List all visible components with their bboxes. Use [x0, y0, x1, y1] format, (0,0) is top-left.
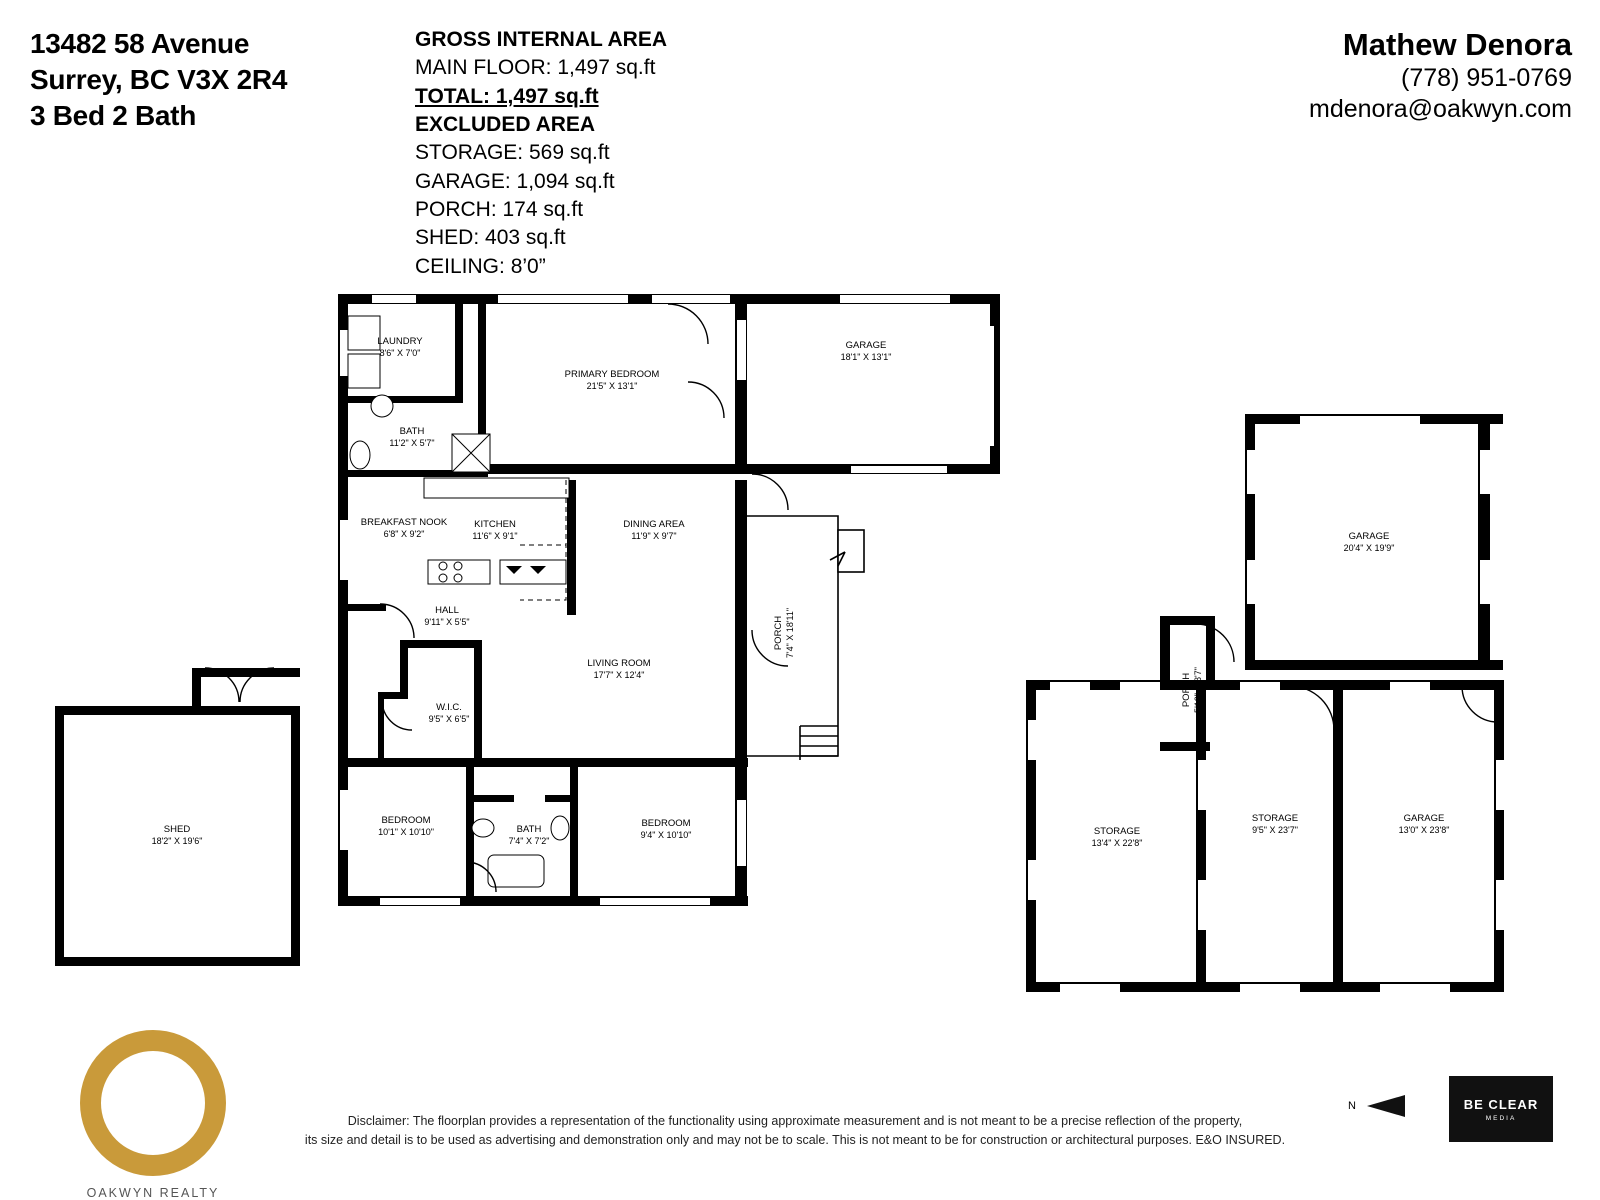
north-indicator: [1348, 1092, 1407, 1120]
room-label-dimensions: 9'4" X 10'10": [640, 830, 692, 840]
door-arcs: [205, 304, 1498, 892]
room-label-dimensions: 11'9" X 9'7": [631, 531, 677, 541]
room-label-dimensions: 9'5" X 23'7": [1252, 825, 1298, 835]
room-label-name: GARAGE: [1403, 813, 1445, 824]
beclear-name: BE CLEAR: [1463, 1096, 1539, 1112]
agent-phone: (778) 951-0769: [1401, 64, 1572, 93]
room-label-name: STORAGE: [1251, 813, 1299, 824]
room-label-name: GARAGE: [1348, 531, 1390, 542]
room-label-dimensions: 8'6" X 7'0": [379, 348, 421, 358]
porch-outline: [747, 516, 864, 760]
detached-garage-walls: [1026, 414, 1504, 992]
room-label-name: LAUNDRY: [377, 336, 423, 347]
address-line-1: 13482 58 Avenue: [30, 28, 250, 59]
room-label-dimensions: 11'6" X 9'1": [472, 531, 518, 541]
disclaimer-line-2: its size and detail is to be used as advertising and demonstration only and may not be to scale. This is not meant to be for construction or architectural purposes. E&O INSURED.: [304, 1133, 1286, 1148]
room-label-name: BEDROOM: [641, 818, 691, 829]
excluded-area-title: EXCLUDED AREA: [415, 113, 596, 137]
room-label-name: PORCH: [1181, 672, 1192, 708]
room-label-dimensions: 20'4" X 19'9": [1343, 543, 1395, 553]
porch-area: PORCH: 174 sq.ft: [415, 198, 584, 222]
room-label-name: BATH: [516, 824, 542, 835]
agent-email: mdenora@oakwyn.com: [1309, 95, 1572, 124]
beclear-media-logo: [1449, 1076, 1553, 1142]
address-line-2: Surrey, BC V3X 2R4: [30, 63, 288, 95]
room-label-dimensions: 18'1" X 13'1": [840, 352, 892, 362]
room-label-name: DINING AREA: [623, 519, 685, 530]
main-floor-area: MAIN FLOOR: 1,497 sq.ft: [415, 56, 656, 80]
shed-walls: [55, 668, 300, 966]
room-label-name: BEDROOM: [381, 815, 431, 826]
north-label: N: [1348, 1100, 1356, 1112]
room-label-dimensions: 21'5" X 13'1": [586, 381, 638, 391]
window-openings: [340, 295, 994, 905]
room-label-dimensions: 18'2" X 19'6": [151, 836, 203, 846]
room-label-dimensions: 7'4" X 7'2": [508, 836, 550, 846]
room-label-name: W.I.C.: [436, 702, 462, 713]
ceiling-height: CEILING: 8’0”: [415, 254, 546, 278]
agent-name: Mathew Denora: [1342, 27, 1572, 62]
storage-area: STORAGE: 569 sq.ft: [415, 141, 610, 165]
room-label-name: BREAKFAST NOOK: [360, 517, 448, 528]
room-label-dimensions: 17'7" X 12'4": [593, 670, 645, 680]
detached-window-openings: [1028, 416, 1505, 992]
room-label-name: HALL: [435, 605, 459, 616]
room-label-dimensions: 13'0" X 23'8": [1398, 825, 1450, 835]
main-house-walls: [338, 294, 1000, 906]
beclear-sub: MEDIA: [1485, 1114, 1517, 1122]
room-label-name: LIVING ROOM: [587, 658, 651, 669]
room-label-dimensions: 13'4" X 22'8": [1091, 838, 1143, 848]
room-label-name: PORCH: [773, 615, 784, 651]
oakwyn-ring-icon: [80, 1030, 226, 1176]
room-label-name: STORAGE: [1093, 826, 1141, 837]
north-arrow-icon: [1361, 1092, 1407, 1120]
gross-internal-area-title: GROSS INTERNAL AREA: [415, 28, 668, 51]
disclaimer: [250, 1112, 1340, 1151]
room-label-dimensions: 10'1" X 10'10": [378, 827, 434, 837]
room-label-dimensions: 5'10" X 8'7": [1193, 667, 1203, 713]
room-label-dimensions: 7'4" X 18'11": [785, 607, 795, 659]
room-label-dimensions: 11'2" X 5'7": [389, 438, 435, 448]
shed-area: SHED: 403 sq.ft: [415, 226, 566, 250]
room-label-name: KITCHEN: [474, 519, 516, 530]
disclaimer-line-1: Disclaimer: The floorplan provides a representation of the functionality using approximate measurement and is not meant to be a precise reflection of the property,: [347, 1114, 1243, 1128]
address-line-3: 3 Bed 2 Bath: [30, 99, 196, 131]
room-label-dimensions: 9'11" X 5'5": [424, 617, 470, 627]
room-label-dimensions: 6'8" X 9'2": [383, 529, 425, 539]
room-label-name: SHED: [163, 824, 191, 835]
oakwyn-logo-label: OAKWYN REALTY: [86, 1186, 220, 1200]
room-label-name: PRIMARY BEDROOM: [564, 369, 660, 380]
room-label-name: GARAGE: [845, 340, 887, 351]
total-area: TOTAL: 1,497 sq.ft: [415, 84, 599, 108]
room-label-dimensions: 9'5" X 6'5": [428, 714, 470, 724]
garage-area: GARAGE: 1,094 sq.ft: [415, 169, 615, 193]
oakwyn-logo: [58, 1030, 248, 1200]
room-label-name: BATH: [399, 426, 425, 437]
